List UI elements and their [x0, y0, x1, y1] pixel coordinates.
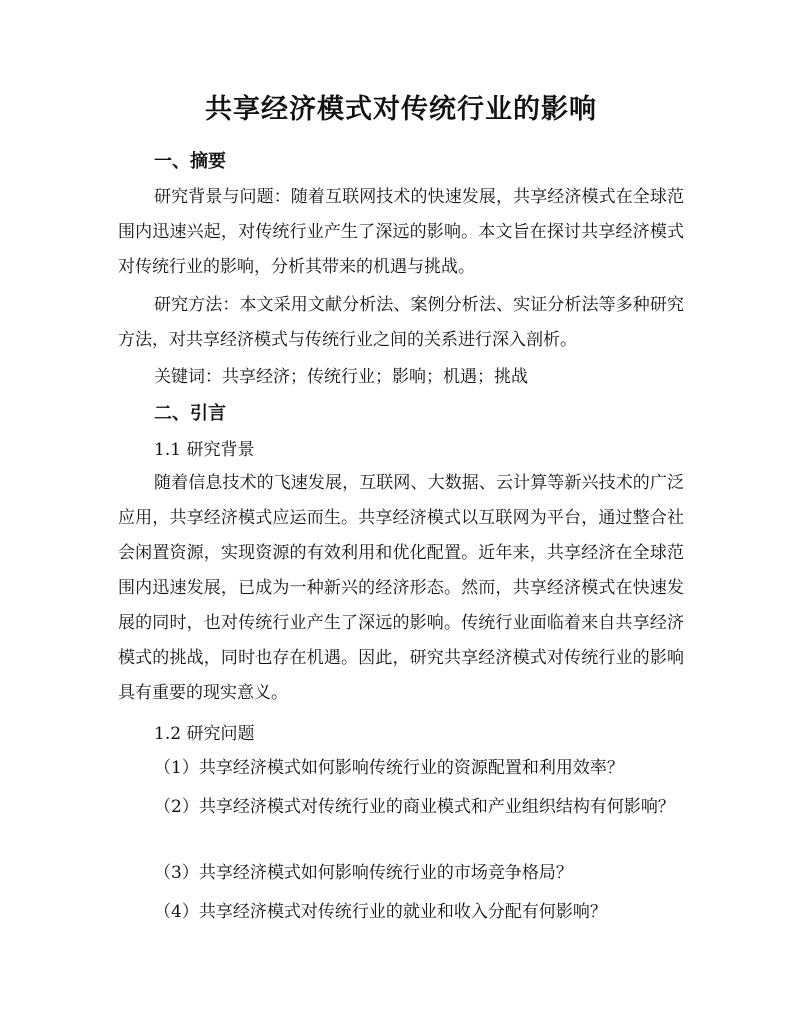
abstract-background: 研究背景与问题：随着互联网技术的快速发展，共享经济模式在全球范围内迅速兴起，对传统行业产生了深远的影响。本文旨在探讨共享经济模式对传统行业的影响，分析其带来的机遇与挑战。 [118, 187, 684, 277]
questions-subheading: 1.2 研究问题 [154, 724, 255, 744]
question-item-2: （2）共享经济模式对传统行业的商业模式和产业组织结构有何影响？ [154, 797, 675, 817]
question-item-3: （3）共享经济模式如何影响传统行业的市场竞争格局？ [154, 863, 573, 883]
document-title: 共享经济模式对传统行业的影响 [205, 94, 597, 125]
question-item-4: （4）共享经济模式对传统行业的就业和收入分配有何影响？ [154, 902, 607, 922]
abstract-heading: 一、摘要 [154, 151, 226, 172]
question-item-1: （1）共享经济模式如何影响传统行业的资源配置和利用效率？ [154, 758, 624, 778]
background-subheading: 1.1 研究背景 [154, 440, 255, 460]
abstract-methods: 研究方法：本文采用文献分析法、案例分析法、实证分析法等多种研究方法，对共享经济模式与传统行业之间的关系进行深入剖析。 [118, 295, 684, 350]
background-body: 随着信息技术的飞速发展，互联网、大数据、云计算等新兴技术的广泛应用，共享经济模式应运而生。共享经济模式以互联网为平台，通过整合社会闲置资源，实现资源的有效利用和优化配置。近年来，共享经济在全球范围内迅速发展，已成为一种新兴的经济形态。然而，共享经济模式在快速发展的同时，也对传统行业产生了深远的影响。传统行业面临着来自共享经济模式的挑战，同时也存在机遇。因此，研究共享经济模式对传统行业的影响具有重要的现实意义。 [118, 473, 684, 703]
abstract-keywords: 关键词：共享经济；传统行业；影响；机遇；挑战 [154, 367, 528, 387]
intro-heading: 二、引言 [154, 403, 226, 424]
